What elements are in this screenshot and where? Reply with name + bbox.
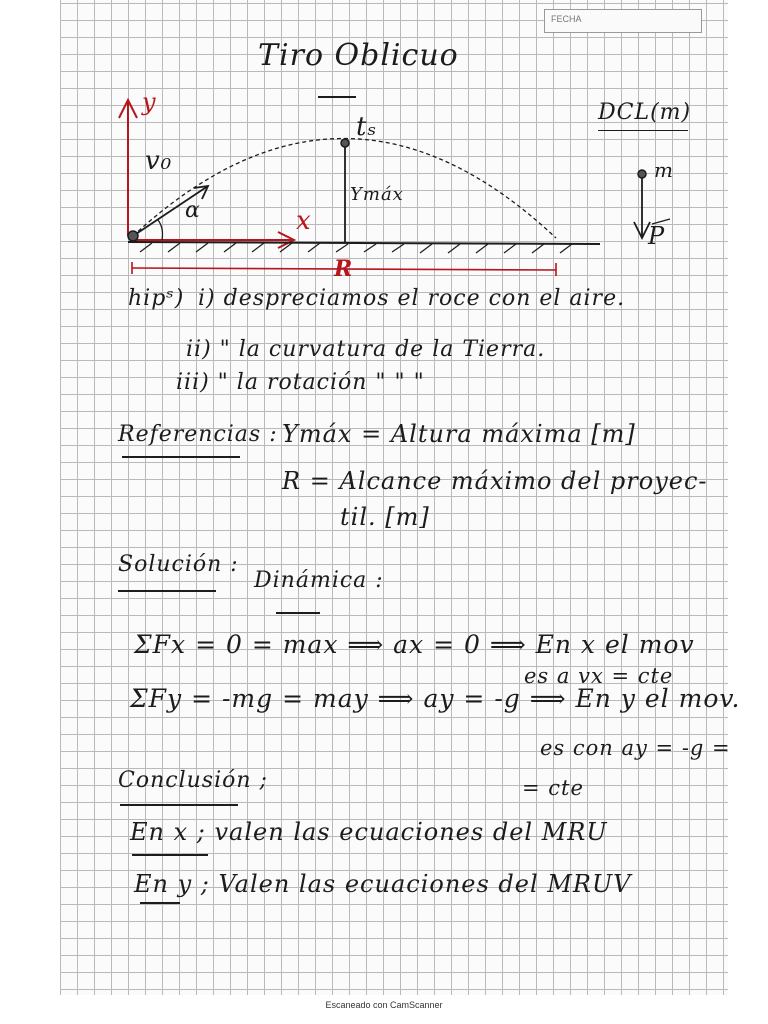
conclusion-line-1: En x ; valen las ecuaciones del MRU [130,818,608,846]
velocity-label: v₀ [145,146,173,176]
equation-y: ΣFy = -mg = may ⟹ ay = -g ⟹ En y el mov. [130,684,741,713]
dynamics-underline [276,612,320,614]
height-label: Ymáx [350,184,404,205]
range-label: R [334,256,354,282]
hypothesis-3: iii) " la rotación " " " [176,370,425,395]
conclusion-underline [120,804,238,806]
dcl-weight-label: P [648,222,666,250]
dcl-title: DCL(m) [598,100,692,125]
dcl-mass-label: m [654,158,674,182]
conclusion-line-2: En y ; Valen las ecuaciones del MRUV [134,870,632,898]
angle-arc [158,220,163,240]
launch-point [128,231,138,241]
equation-x-continued: es a vx = cte [524,664,674,688]
references-line-2: R = Alcance máximo del proyec- [282,467,708,495]
conclusion-label: Conclusión ; [118,768,268,793]
top-point [341,139,349,147]
equation-y-continued-2: = cte [522,776,584,800]
references-label: Referencias : [118,422,278,447]
references-underline [122,456,240,458]
conclusion-line-2-underline [140,902,180,904]
equation-y-continued: es con ay = -g = [540,736,731,760]
hypotheses-label: hipˢ) [128,286,185,311]
top-point-label: tₛ [356,112,378,142]
y-axis-label: y [142,88,157,116]
conclusion-line-1-underline [132,854,208,856]
references-line-1: Ymáx = Altura máxima [m] [282,420,636,448]
solution-label: Solución : [118,552,239,577]
angle-label: α [185,198,201,223]
solution-underline [118,590,216,592]
dynamics-label: Dinámica : [254,568,384,593]
date-label: FECHA [551,14,582,24]
dcl-underline [598,130,688,131]
references-line-3: til. [m] [340,503,430,531]
trajectory-diagram [0,0,768,300]
page-title: Tiro Oblicuo [258,38,459,73]
hypothesis-2: ii) " la curvatura de la Tierra. [186,337,546,362]
equation-x: ΣFx = 0 = max ⟹ ax = 0 ⟹ En x el mov [134,630,695,659]
hypothesis-1: i) despreciamos el roce con el aire. [198,286,626,311]
ground-line [128,242,600,244]
scanner-footer: Escaneado con CamScanner [325,1000,443,1010]
x-axis-label: x [296,206,312,236]
dcl-mass-point [638,170,646,178]
